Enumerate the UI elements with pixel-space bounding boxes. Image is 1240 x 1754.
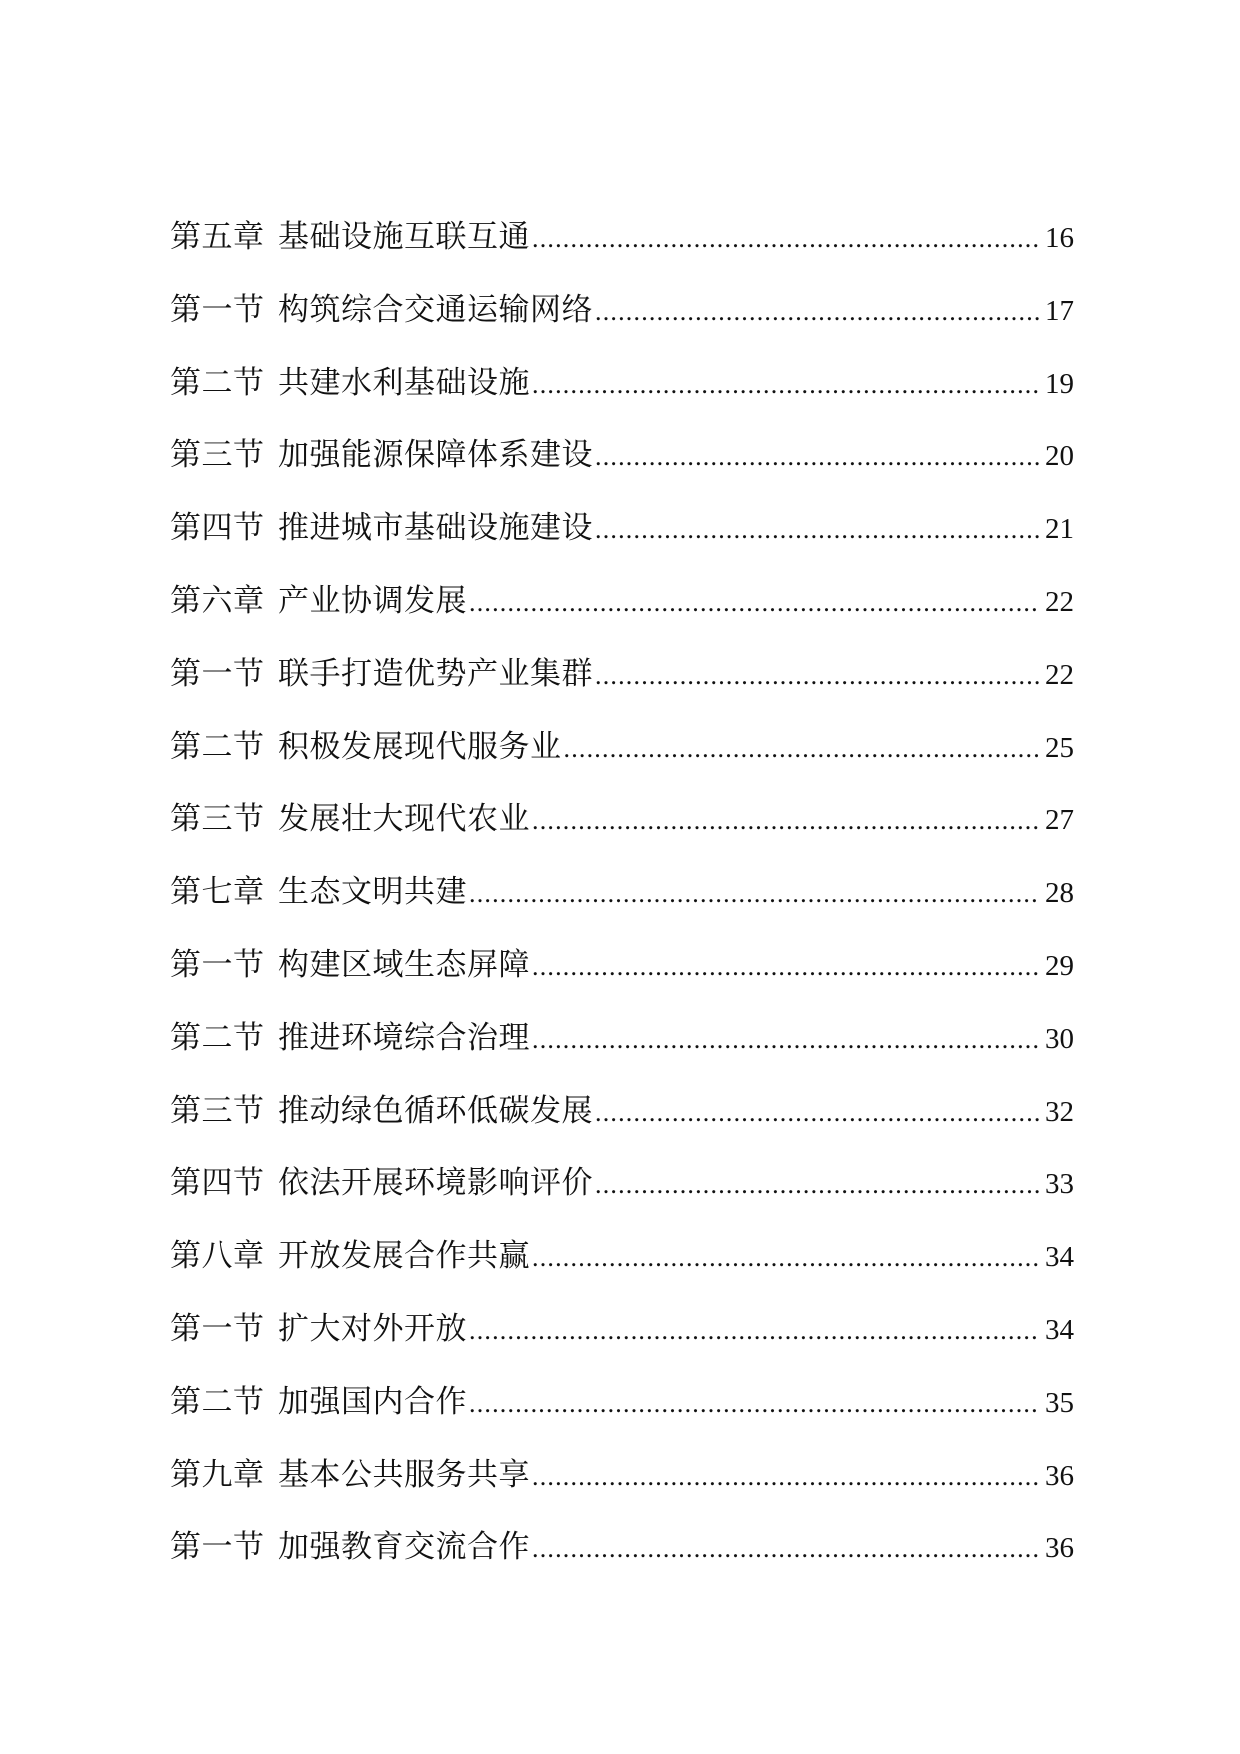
toc-dot-leader <box>532 806 1040 836</box>
toc-entry-title: 积极发展现代服务业 <box>278 728 562 765</box>
toc-entry-title: 共建水利基础设施 <box>278 364 530 401</box>
toc-entry[interactable] <box>170 1449 1074 1522</box>
toc-entry-number: 第二节 <box>170 1383 265 1420</box>
toc-page-number: 33 <box>1045 1168 1074 1201</box>
toc-heading <box>170 211 530 256</box>
toc-dot-leader <box>469 1316 1040 1346</box>
toc-entry[interactable] <box>170 1376 1074 1449</box>
toc-page-number: 22 <box>1045 585 1074 618</box>
toc-heading <box>170 1303 467 1348</box>
toc-entry[interactable] <box>170 502 1074 575</box>
toc-dot-leader <box>532 952 1040 982</box>
toc-page-number: 32 <box>1045 1095 1074 1128</box>
toc-entry[interactable] <box>170 575 1074 648</box>
toc-page-number: 17 <box>1045 294 1074 327</box>
toc-entry[interactable] <box>170 1521 1074 1594</box>
toc-dot-leader <box>532 1243 1040 1273</box>
toc-page-number: 20 <box>1045 440 1074 473</box>
toc-heading <box>170 721 562 766</box>
toc-entry-number: 第八章 <box>170 1238 265 1275</box>
toc-page-number: 36 <box>1045 1532 1074 1565</box>
toc-heading <box>170 1012 530 1057</box>
toc-entry-title: 产业协调发展 <box>278 582 467 619</box>
toc-entry-title: 依法开展环境影响评价 <box>278 1165 593 1202</box>
toc-entry[interactable] <box>170 284 1074 357</box>
toc-heading <box>170 502 593 547</box>
toc-entry-number: 第六章 <box>170 582 265 619</box>
toc-heading <box>170 1521 530 1566</box>
toc-page-number: 34 <box>1045 1241 1074 1274</box>
toc-heading <box>170 1085 593 1130</box>
toc-entry-title: 发展壮大现代农业 <box>278 801 530 838</box>
toc-entry[interactable] <box>170 357 1074 430</box>
toc-entry[interactable] <box>170 1303 1074 1376</box>
toc-dot-leader <box>595 1098 1040 1128</box>
toc-entry-title: 联手打造优势产业集群 <box>278 655 593 692</box>
toc-entry[interactable] <box>170 1085 1074 1158</box>
toc-entry-title: 加强国内合作 <box>278 1383 467 1420</box>
toc-entry[interactable] <box>170 1012 1074 1085</box>
toc-heading <box>170 357 530 402</box>
toc-entry-title: 加强教育交流合作 <box>278 1529 530 1566</box>
toc-entry[interactable] <box>170 1157 1074 1230</box>
toc-dot-leader <box>595 1170 1040 1200</box>
toc-entry-title: 基础设施互联互通 <box>278 219 530 255</box>
toc-entry-number: 第三节 <box>170 1092 265 1129</box>
toc-page-number: 34 <box>1045 1313 1074 1346</box>
toc-heading <box>170 284 593 329</box>
toc-page-number: 19 <box>1045 367 1074 400</box>
toc-entry-number: 第三节 <box>170 801 265 838</box>
toc-dot-leader <box>564 734 1041 764</box>
toc-dot-leader <box>469 1389 1040 1419</box>
toc-entry-number: 第二节 <box>170 728 265 765</box>
toc-heading <box>170 648 593 693</box>
toc-entry-title: 基本公共服务共享 <box>278 1456 530 1493</box>
toc-entry-number: 第一节 <box>170 655 265 692</box>
toc-page-number: 21 <box>1045 513 1074 546</box>
toc-entry-number: 第一节 <box>170 946 265 983</box>
toc-entry[interactable] <box>170 866 1074 939</box>
toc-entry[interactable] <box>170 721 1074 794</box>
toc-page-number: 16 <box>1045 222 1074 254</box>
toc-heading <box>170 939 530 984</box>
toc-dot-leader <box>532 224 1040 254</box>
toc-entry-title: 推动绿色循环低碳发展 <box>278 1092 593 1129</box>
toc-entry-number: 第二节 <box>170 1019 265 1056</box>
toc-page-number: 36 <box>1045 1459 1074 1492</box>
toc-entry-number: 第一节 <box>170 1310 265 1347</box>
toc-entry-title: 开放发展合作共赢 <box>278 1238 530 1275</box>
toc-entry-number: 第一节 <box>170 1529 265 1566</box>
toc-heading <box>170 1157 593 1202</box>
toc-entry[interactable] <box>170 1230 1074 1303</box>
toc-entry-number: 第四节 <box>170 510 265 547</box>
toc-heading <box>170 429 593 474</box>
toc-entry-number: 第三节 <box>170 437 265 474</box>
toc-heading <box>170 793 530 838</box>
toc-entry-title: 加强能源保障体系建设 <box>278 437 593 474</box>
toc-dot-leader <box>595 515 1040 545</box>
toc-entry-number: 第九章 <box>170 1456 265 1493</box>
toc-page-number: 27 <box>1045 804 1074 837</box>
toc-dot-leader <box>469 588 1040 618</box>
toc-dot-leader <box>532 370 1040 400</box>
toc-page-number: 29 <box>1045 949 1074 982</box>
toc-heading <box>170 1376 467 1421</box>
toc-entry-title: 构建区域生态屏障 <box>278 946 530 983</box>
toc-dot-leader <box>595 442 1040 472</box>
toc-entry-title: 推进城市基础设施建设 <box>278 510 593 547</box>
toc-heading <box>170 575 467 620</box>
toc-entry[interactable] <box>170 939 1074 1012</box>
toc-page-number: 25 <box>1045 731 1074 764</box>
toc-entry-number: 第四节 <box>170 1165 265 1202</box>
toc-dot-leader <box>595 661 1040 691</box>
toc-heading <box>170 866 467 911</box>
toc-page-number: 28 <box>1045 877 1074 910</box>
toc-entry-number: 第七章 <box>170 874 265 911</box>
toc-page-number: 22 <box>1045 658 1074 691</box>
toc-heading <box>170 1449 530 1494</box>
table-of-contents <box>170 211 1074 1594</box>
toc-dot-leader <box>469 879 1040 909</box>
toc-heading <box>170 1230 530 1275</box>
toc-page-number: 30 <box>1045 1022 1074 1055</box>
toc-entry[interactable] <box>170 429 1074 502</box>
toc-entry-number: 第五章 <box>170 219 265 255</box>
toc-entry-number: 第二节 <box>170 364 265 401</box>
toc-dot-leader <box>532 1462 1040 1492</box>
toc-page-number: 35 <box>1045 1386 1074 1419</box>
toc-entry[interactable] <box>170 793 1074 866</box>
toc-entry[interactable] <box>170 648 1074 721</box>
toc-entry-title: 生态文明共建 <box>278 874 467 911</box>
toc-entry-title: 推进环境综合治理 <box>278 1019 530 1056</box>
toc-entry-title: 构筑综合交通运输网络 <box>278 291 593 328</box>
toc-entry-number: 第一节 <box>170 291 265 328</box>
toc-dot-leader <box>532 1025 1040 1055</box>
toc-entry-title: 扩大对外开放 <box>278 1310 467 1347</box>
toc-entry[interactable] <box>170 211 1074 284</box>
toc-dot-leader <box>595 297 1040 327</box>
toc-dot-leader <box>532 1534 1040 1564</box>
